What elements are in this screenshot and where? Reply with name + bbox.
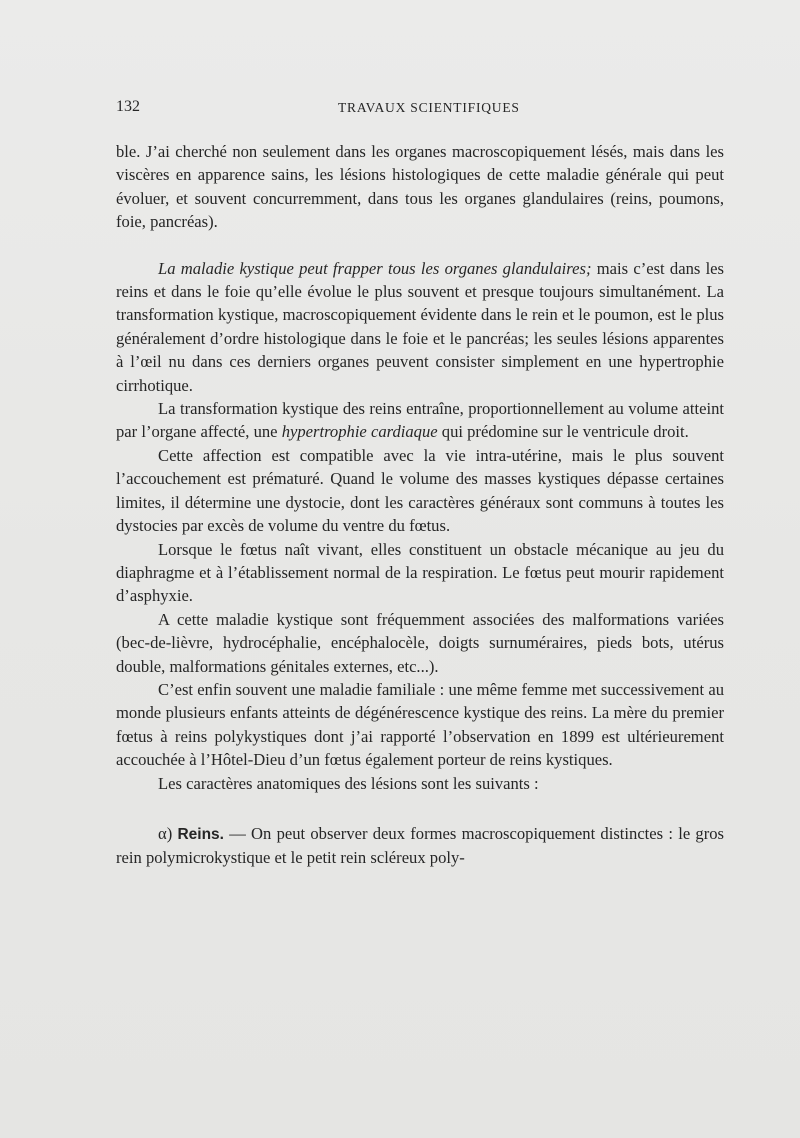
section-marker: α) (158, 823, 178, 843)
page-header (0, 98, 800, 120)
running-title: TRAVAUX SCIENTIFIQUES (338, 100, 520, 115)
page-number: 132 (116, 98, 140, 115)
paragraph-cystic-disease-text: mais c’est dans les reins et dans le foie qu’elle évolue le plus souvent et presque toujours simultanément. La transformation kystique, macroscopiquement évidente dans le rein et le poumon, est le plus généralement d’ordre histologique dans le foie et le pancréas; les seules lésions apparentes à l’œil nu dans ces derniers organes peuvent consister simplement en une hypertrophie cirrhotique. (116, 258, 725, 395)
body-text (116, 140, 724, 870)
paragraph-familial: C’est enfin souvent une maladie familiale : une même femme met successivement au monde plusieurs enfants atteints de dégénérescence kystique des reins. La mère du premier fœtus à reins polykystiques dont j’ai rapporté l’observation en 1899 est ultérieurement accouchée à l’Hôtel-Dieu d’un fœtus également porteur de reins kystiques. (116, 679, 724, 770)
paragraph-anatomical-intro: Les caractères anatomiques des lésions sont les suivants : (158, 773, 539, 793)
paragraph-kidneys-text: — On peut observer deux formes macroscopiquement distinctes : le gros rein polymicrokystique et le petit rein scléreux poly- (116, 823, 724, 868)
paragraph-kidney-transformation-text-b: qui prédomine sur le ventricule droit. (437, 422, 689, 442)
italic-emphasis-cardiac: hypertrophie cardiaque (281, 422, 438, 442)
paragraph-intrauterine: Cette affection est compatible avec la vie intra-utérine, mais le plus souvent l’accouchement est prématuré. Quand le volume des masses kystiques dépasse certaines limites, il détermine une dystocie, dont les caractères généraux sont communs à toutes les dystocies par excès de volume du ventre du fœtus. (116, 445, 724, 536)
paragraph-malformations: A cette maladie kystique sont fréquemment associées des malformations variées (bec-de-lièvre, hydrocéphalie, encéphalocèle, doigts surnuméraires, pieds bots, utérus double, malformations génitales externes, etc...). (116, 609, 724, 676)
paragraph-fetus-born-alive: Lorsque le fœtus naît vivant, elles constituent un obstacle mécanique au jeu du diaphragme et à l’établissement normal de la respiration. Le fœtus peut mourir rapidement d’asphyxie. (116, 539, 724, 606)
paragraph-cystic-disease (116, 257, 724, 397)
paragraph-continuation: ble. J’ai cherché non seulement dans les organes macroscopiquement lésés, mais dans les viscères en apparence sains, les lésions histologiques de cette maladie générale qui peut évoluer, et souvent concurremment, dans tous les organes glandulaires (reins, poumons, foie, pancréas). (116, 142, 724, 232)
paragraph-kidney-transformation (116, 397, 724, 444)
section-heading-kidneys: Reins. (177, 825, 224, 843)
paragraph-kidney-transformation-text-a: La transformation kystique des reins entraîne, proportionnellement au volume atteint par l’organe affecté, une (116, 399, 724, 442)
paragraph-kidneys-section (116, 822, 724, 870)
italic-emphasis-glandular: La maladie kystique peut frapper tous les organes glandulaires; (158, 258, 592, 278)
